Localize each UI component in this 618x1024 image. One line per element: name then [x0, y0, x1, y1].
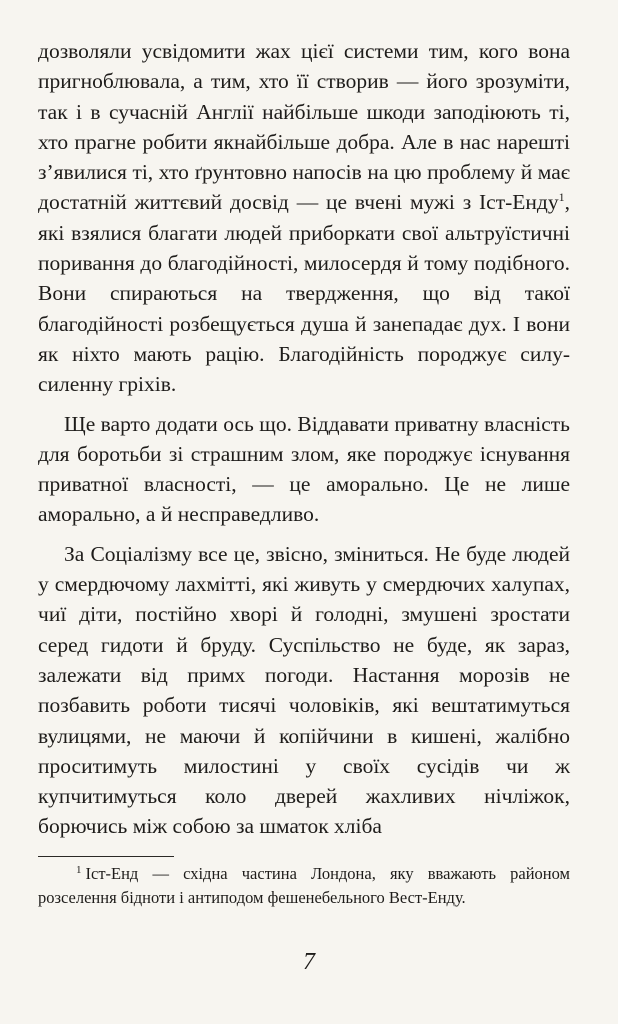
paragraph-1	[38, 36, 570, 400]
footnote-number: 1	[76, 863, 82, 876]
paragraph-1-text-before: дозволяли усвідомити жах цієї системи тим, кого вона пригноблювала, а тим, хто її створив — його зрозуміти, так і в сучасній Англії найбільше шкоди заподіюють ті, хто прагне робити якнайбільше добра. Але в нас нарешті з’явилися ті, хто ґрунтовно напосів на цю проблему й має достатній життєвий досвід — це вчені мужі з Іст-Енду	[38, 39, 570, 215]
paragraph-3: За Соціалізму все це, звісно, зміниться. Не буде людей у смердючому лахмітті, які живуть у смердючих халупах, чиї діти, постійно хворі й голодні, змушені зростати серед гидоти й бруду. Суспільство не буде, як зараз, залежати від примх погоди. Настання морозів не позбавить роботи тисячі чоловіків, які вештатимуться вулицями, не маючи й копійчини в кишені, жалібно проситимуть милостині у своїх сусідів чи ж купчитимуться коло дверей жахливих нічліжок, борючись між собою за шматок хліба	[38, 541, 570, 839]
paragraph-2: Ще варто додати ось що. Віддавати приватну власність для боротьби зі страшним злом, яке породжує існування приватної власності, — це аморально. Це не лише аморально, а й несправедливо.	[38, 411, 570, 527]
paragraph-1-text-after: , які взялися благати людей приборкати свої альтруїстичні поривання до благодійності, милосердя й тому подібного. Вони спираються на твердження, що від такої благодійності розбещується душа й занепадає дух. І вони як ніхто мають рацію. Благодійність породжує силу-силенну гріхів.	[38, 190, 570, 397]
footnote-text: Іст-Енд — східна частина Лондона, яку вважають районом розселення бідноти і антиподом фешенебельного Вест-Енду.	[38, 864, 570, 907]
footnote	[38, 862, 570, 910]
page-body	[38, 36, 570, 842]
footnote-reference[interactable]: 1	[558, 190, 565, 205]
footnote-divider	[38, 856, 174, 857]
page-number: 7	[303, 949, 315, 975]
